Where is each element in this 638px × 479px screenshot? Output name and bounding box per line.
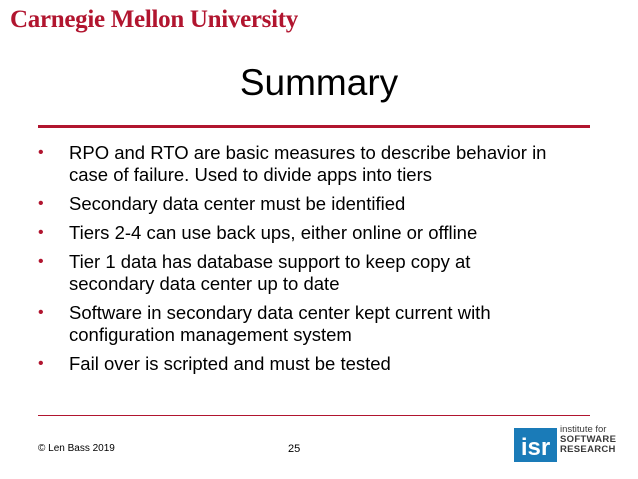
- bullet-item: [36, 302, 626, 346]
- isr-logo: [514, 424, 632, 466]
- bullet-icon: •: [38, 224, 44, 241]
- bullet-item: [36, 193, 626, 215]
- bullet-line: secondary data center up to date: [69, 273, 340, 294]
- bullet-line: configuration management system: [69, 324, 352, 345]
- bullet-line: Secondary data center must be identified: [69, 193, 406, 214]
- title-divider: [38, 125, 590, 128]
- bullet-icon: •: [38, 253, 44, 270]
- bullet-line: Tier 1 data has database support to keep copy at: [69, 251, 471, 272]
- bullet-icon: •: [38, 355, 44, 372]
- university-logo: Carnegie Mellon University: [10, 6, 298, 33]
- bullet-item: [36, 222, 626, 244]
- copyright-text: © Len Bass 2019: [38, 443, 115, 454]
- footer-divider: [38, 415, 590, 416]
- bullet-line: case of failure. Used to divide apps into tiers: [69, 164, 432, 185]
- isr-line-3: RESEARCH: [560, 444, 616, 455]
- isr-wordmark: [560, 425, 616, 455]
- bullet-item: [36, 251, 626, 295]
- bullet-line: Tiers 2-4 can use back ups, either online or offline: [69, 222, 478, 243]
- isr-letters: isr: [520, 434, 551, 461]
- slide-title: Summary: [239, 62, 399, 103]
- bullet-item: [36, 142, 626, 186]
- bullet-line: Software in secondary data center kept current with: [69, 302, 491, 323]
- page-number: 25: [288, 443, 301, 455]
- bullet-line: RPO and RTO are basic measures to describe behavior in: [69, 142, 547, 163]
- bullet-item: [36, 353, 626, 375]
- isr-line-2: SOFTWARE: [560, 434, 617, 445]
- bullet-line: Fail over is scripted and must be tested: [69, 353, 391, 374]
- bullet-list: [36, 142, 626, 382]
- bullet-icon: •: [38, 195, 44, 212]
- bullet-icon: •: [38, 304, 44, 321]
- isr-line-1: institute for: [560, 424, 607, 435]
- bullet-icon: •: [38, 144, 44, 161]
- isr-mark-icon: [514, 424, 558, 466]
